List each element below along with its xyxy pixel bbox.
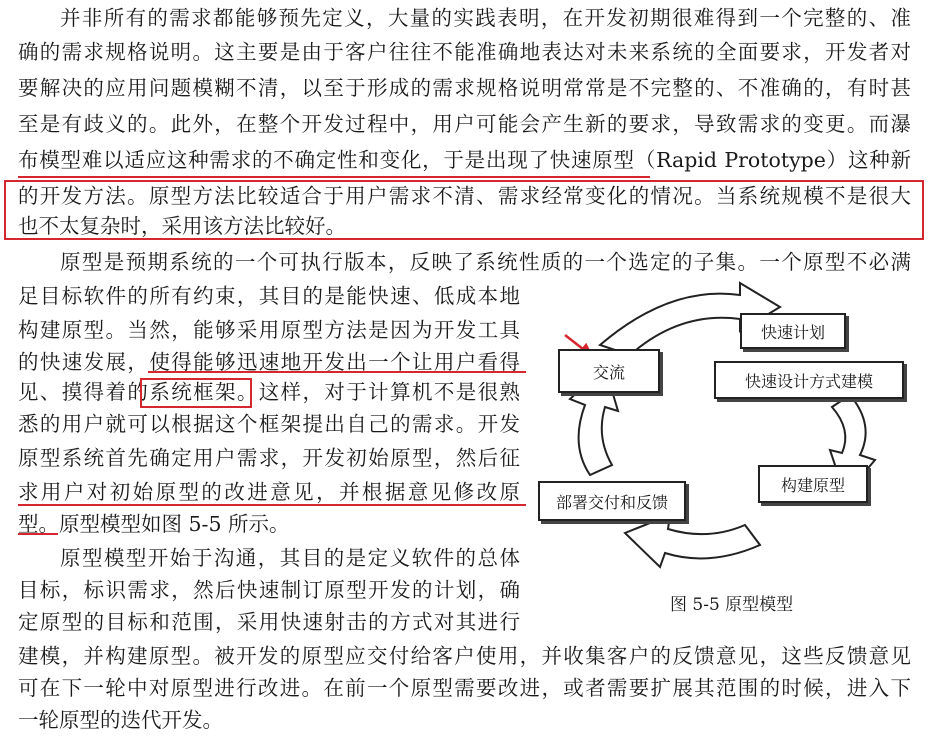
prototype-model-diagram [530, 275, 930, 575]
paragraph-1-line-1: 并非所有的需求都能够预先定义，大量的实践表明，在开发初期很难得到一个完整的、准 [60, 6, 911, 30]
step-quick-plan [740, 313, 846, 349]
paragraph-3-line-3: 定原型的目标和范围，采用快速射击的方式对其进行 [18, 610, 520, 634]
underline-annotation-1 [18, 176, 650, 178]
step-deploy-feedback-label: 部署交付和反馈 [555, 492, 668, 512]
paragraph-1-line-7: 也不太复杂时，采用该方法比较好。 [18, 214, 346, 238]
underline-annotation-3 [18, 504, 526, 506]
underline-annotation-4 [18, 533, 58, 535]
step-communication [558, 349, 660, 393]
paragraph-2-line-2: 足目标软件的所有约束，其目的是能快速、低成本地 [18, 284, 520, 308]
paragraph-2-line-8: 求用户对初始原型的改进意见，并根据意见修改原 [18, 480, 520, 504]
step-build-prototype-label: 构建原型 [780, 475, 845, 495]
step-quick-plan-label: 快速计划 [760, 322, 825, 342]
paragraph-1-line-2: 确的需求规格说明。这主要是由于客户往往不能准确地表达对未来系统的全面要求，开发者对 [18, 40, 911, 64]
cycle-arrows-graphic [530, 275, 930, 575]
paragraph-2-line-5: 见、摸得着的系统框架。这样，对于计算机不是很熟 [18, 380, 520, 404]
underline-annotation-2 [148, 371, 526, 373]
paragraph-1-line-4: 至是有歧义的。此外，在整个开发过程中，用户可能会产生新的要求，导致需求的变更。而瀑 [18, 112, 911, 136]
paragraph-1-line-3: 要解决的应用问题模糊不清，以至于形成的需求规格说明常常是不完整的、不准确的，有时甚 [18, 76, 911, 100]
paragraph-3-line-6: 一轮原型的迭代开发。 [18, 708, 223, 732]
figure-caption: 图 5-5 原型模型 [670, 595, 794, 615]
paragraph-2-line-4: 的快速发展，使得能够迅速地开发出一个让用户看得 [18, 350, 520, 374]
step-quick-design-modeling [714, 361, 904, 399]
paragraph-3-line-5: 可在下一轮中对原型进行改进。在前一个原型需要改进，或者需要扩展其范围的时候，进入下 [18, 676, 911, 700]
paragraph-2-line-1: 原型是预期系统的一个可执行版本，反映了系统性质的一个选定的子集。一个原型不必满 [60, 250, 911, 274]
paragraph-2-line-3: 构建原型。当然，能够采用原型方法是因为开发工具 [18, 318, 520, 342]
step-deploy-feedback [538, 481, 686, 521]
paragraph-2-line-7: 原型系统首先确定用户需求，开发初始原型，然后征 [18, 446, 520, 470]
paragraph-3-line-4: 建模，并构建原型。被开发的原型应交付给客户使用，并收集客户的反馈意见，这些反馈意见 [18, 644, 911, 668]
step-build-prototype [758, 465, 868, 503]
paragraph-3-line-1: 原型模型开始于沟通，其目的是定义软件的总体 [60, 546, 520, 570]
paragraph-2-line-6: 悉的用户就可以根据这个框架提出自己的需求。开发 [18, 412, 520, 436]
paragraph-3-line-2: 目标，标识需求，然后快速制订原型开发的计划，确 [18, 578, 520, 602]
step-quick-design-modeling-label: 快速设计方式建模 [744, 371, 873, 391]
bracket-annotation [140, 378, 252, 408]
highlight-box-annotation [4, 180, 924, 240]
paragraph-1-line-5: 布模型难以适应这种需求的不确定性和变化，于是出现了快速原型（Rapid Prototype）这种新 [18, 148, 911, 172]
paragraph-1-line-6: 的开发方法。原型方法比较适合于用户需求不清、需求经常变化的情况。当系统规模不是很大 [18, 184, 911, 208]
step-communication-label: 交流 [592, 362, 625, 382]
paragraph-2-line-9: 型。原型模型如图 5-5 所示。 [18, 512, 290, 536]
